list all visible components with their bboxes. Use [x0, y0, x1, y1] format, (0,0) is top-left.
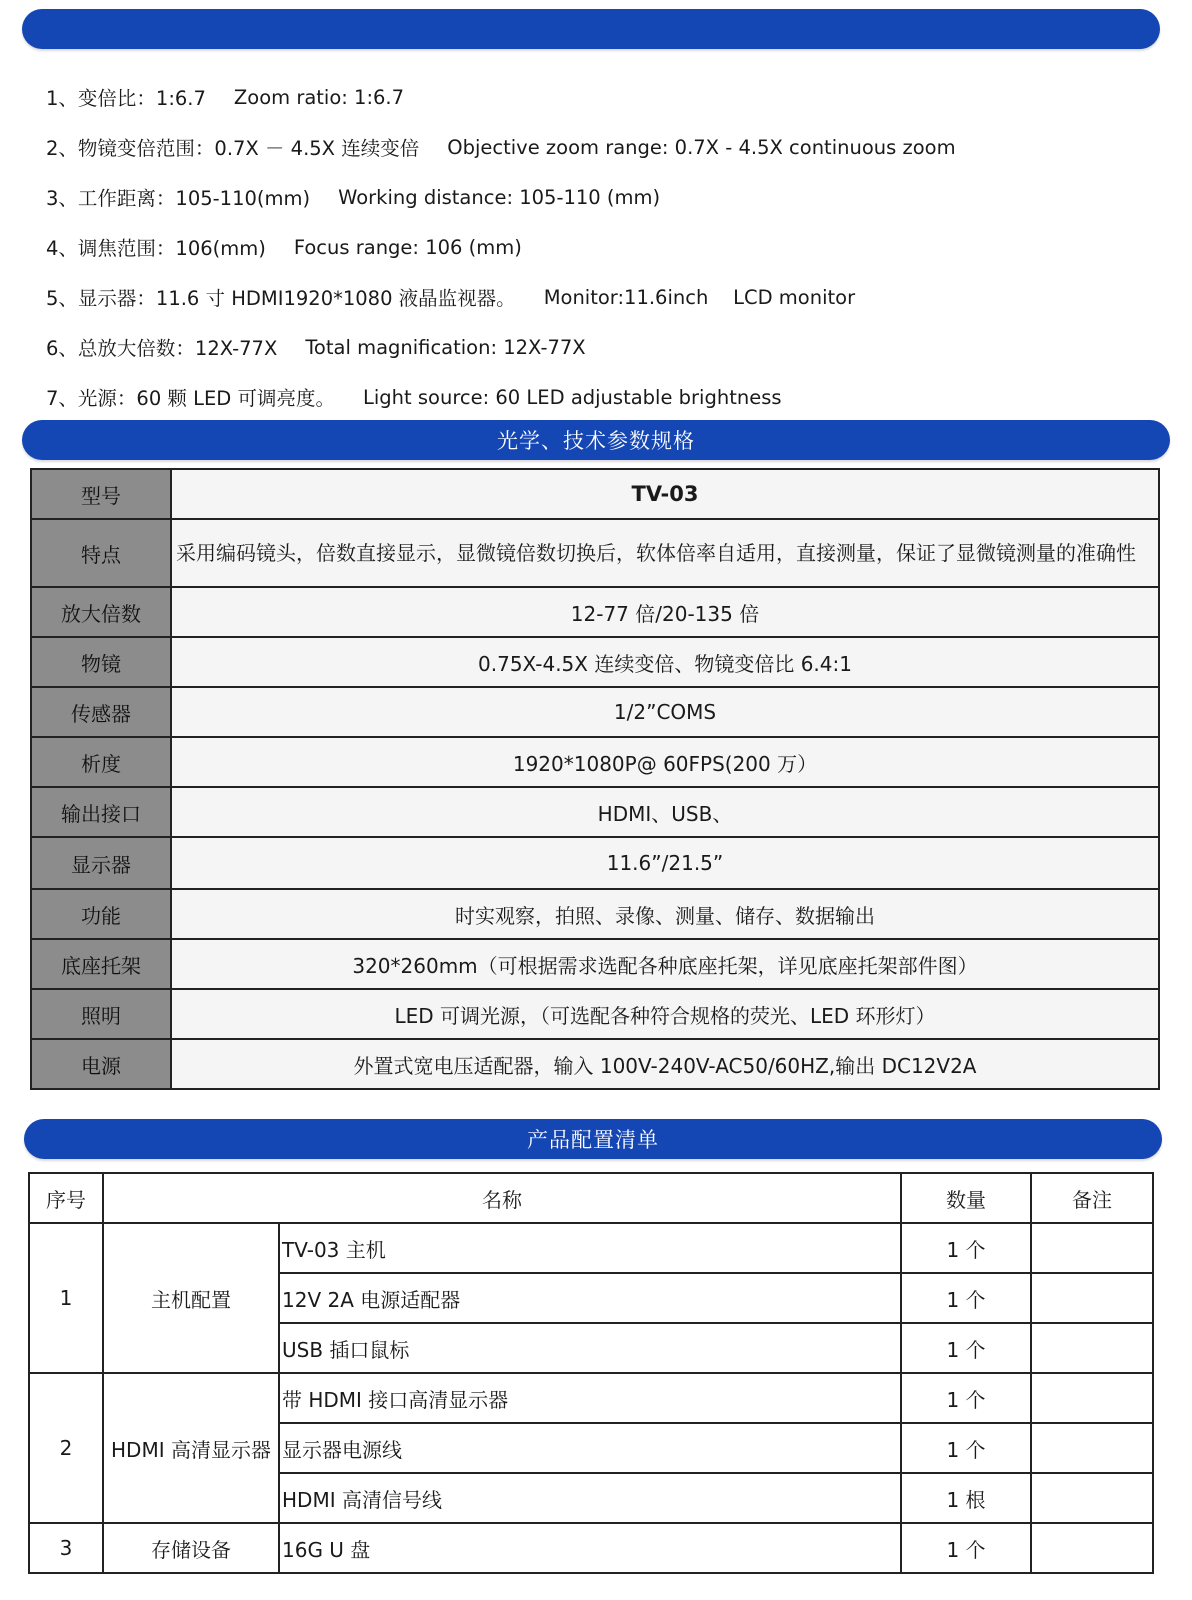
feature-en: Monitor:11.6inch LCD monitor: [543, 285, 856, 309]
spec-row: [31, 939, 1159, 989]
feature-en: Objective zoom range: 0.7X - 4.5X continuous zoom: [447, 135, 956, 159]
feature-line: [46, 222, 1166, 272]
spec-value: 时实观察，拍照、录像、测量、储存、数据输出: [171, 889, 1159, 939]
spec-key: 特点: [31, 519, 171, 587]
config-header-row: [29, 1173, 1153, 1223]
config-item-name: USB 插口鼠标: [279, 1323, 901, 1373]
spec-row: [31, 1039, 1159, 1089]
spec-row: [31, 687, 1159, 737]
config-no: 3: [29, 1523, 103, 1573]
feature-line: [46, 72, 1166, 122]
config-item-note: [1031, 1523, 1153, 1573]
spec-value: HDMI、USB、: [171, 787, 1159, 837]
spec-value: 外置式宽电压适配器，输入 100V-240V-AC50/60HZ,输出 DC12V2A: [171, 1039, 1159, 1089]
spec-row: [31, 737, 1159, 787]
header-no: 序号: [29, 1173, 103, 1223]
spec-row: [31, 469, 1159, 519]
feature-zh: 4、调焦范围：106(mm): [46, 237, 266, 260]
config-no: 2: [29, 1373, 103, 1523]
spec-value: 1920*1080P@ 60FPS(200 万）: [171, 737, 1159, 787]
feature-en: Working distance: 105-110 (mm): [338, 185, 661, 209]
spec-value: 采用编码镜头，倍数直接显示，显微镜倍数切换后，软体倍率自适用，直接测量，保证了显微镜测量的准确性: [171, 519, 1159, 587]
feature-en: Zoom ratio: 1:6.7: [233, 85, 405, 109]
spec-key: 输出接口: [31, 787, 171, 837]
config-item-qty: 1 个: [901, 1373, 1031, 1423]
feature-line: [46, 372, 1166, 422]
config-item-qty: 1 个: [901, 1423, 1031, 1473]
spec-table: [30, 468, 1160, 1090]
config-item-qty: 1 根: [901, 1473, 1031, 1523]
spec-key: 型号: [31, 469, 171, 519]
feature-zh: 2、物镜变倍范围：0.7X － 4.5X 连续变倍: [46, 137, 420, 160]
feature-zh: 7、光源：60 颗 LED 可调亮度。: [46, 387, 336, 410]
config-item-name: 显示器电源线: [279, 1423, 901, 1473]
spec-row: [31, 837, 1159, 889]
config-banner-title: 产品配置清单: [527, 1128, 659, 1152]
config-row: [29, 1223, 1153, 1273]
feature-line: [46, 122, 1166, 172]
config-item-note: [1031, 1323, 1153, 1373]
feature-zh: 6、总放大倍数：12X-77X: [46, 337, 278, 360]
spec-value: 0.75X-4.5X 连续变倍、物镜变倍比 6.4:1: [171, 637, 1159, 687]
config-item-note: [1031, 1473, 1153, 1523]
config-row: [29, 1523, 1153, 1573]
spec-key: 显示器: [31, 837, 171, 889]
feature-list: [46, 72, 1166, 422]
config-no: 1: [29, 1223, 103, 1373]
feature-en: Total magnification: 12X-77X: [305, 335, 586, 359]
spec-row: [31, 587, 1159, 637]
spec-row: [31, 787, 1159, 837]
config-item-qty: 1 个: [901, 1323, 1031, 1373]
config-item-qty: 1 个: [901, 1273, 1031, 1323]
spec-value: 320*260mm（可根据需求选配各种底座托架，详见底座托架部件图）: [171, 939, 1159, 989]
feature-zh: 1、变倍比：1:6.7: [46, 87, 206, 110]
config-item-name: 12V 2A 电源适配器: [279, 1273, 901, 1323]
spec-key: 电源: [31, 1039, 171, 1089]
header-name: 名称: [103, 1173, 901, 1223]
spec-key: 物镜: [31, 637, 171, 687]
spec-row: [31, 989, 1159, 1039]
specs-banner: [22, 420, 1170, 460]
spec-key: 功能: [31, 889, 171, 939]
config-group: 存储设备: [103, 1523, 279, 1573]
feature-line: [46, 272, 1166, 322]
config-item-name: HDMI 高清信号线: [279, 1473, 901, 1523]
config-item-name: 带 HDMI 接口高清显示器: [279, 1373, 901, 1423]
config-item-qty: 1 个: [901, 1223, 1031, 1273]
config-item-name: 16G U 盘: [279, 1523, 901, 1573]
config-table: [28, 1172, 1154, 1574]
spec-value: 1/2”COMS: [171, 687, 1159, 737]
top-banner: [22, 9, 1160, 49]
feature-zh: 3、工作距离：105-110(mm): [46, 187, 311, 210]
config-banner: [24, 1119, 1162, 1159]
config-row: [29, 1373, 1153, 1423]
spec-value: 12-77 倍/20-135 倍: [171, 587, 1159, 637]
config-item-name: TV-03 主机: [279, 1223, 901, 1273]
config-item-note: [1031, 1273, 1153, 1323]
spec-key: 底座托架: [31, 939, 171, 989]
config-group: 主机配置: [103, 1223, 279, 1373]
feature-line: [46, 172, 1166, 222]
spec-value: TV-03: [171, 469, 1159, 519]
spec-key: 放大倍数: [31, 587, 171, 637]
feature-zh: 5、显示器：11.6 寸 HDMI1920*1080 液晶监视器。: [46, 287, 516, 310]
feature-en: Light source: 60 LED adjustable brightness: [363, 385, 782, 409]
spec-row: [31, 519, 1159, 587]
config-item-note: [1031, 1423, 1153, 1473]
header-qty: 数量: [901, 1173, 1031, 1223]
config-item-note: [1031, 1223, 1153, 1273]
spec-key: 照明: [31, 989, 171, 1039]
spec-key: 传感器: [31, 687, 171, 737]
feature-en: Focus range: 106 (mm): [293, 235, 522, 259]
spec-value: LED 可调光源，（可选配各种符合规格的荧光、LED 环形灯）: [171, 989, 1159, 1039]
spec-key: 析度: [31, 737, 171, 787]
spec-row: [31, 637, 1159, 687]
specs-banner-title: 光学、技术参数规格: [497, 429, 695, 453]
config-group: HDMI 高清显示器: [103, 1373, 279, 1523]
feature-line: [46, 322, 1166, 372]
header-note: 备注: [1031, 1173, 1153, 1223]
config-item-qty: 1 个: [901, 1523, 1031, 1573]
spec-value: 11.6”/21.5”: [171, 837, 1159, 889]
spec-row: [31, 889, 1159, 939]
config-item-note: [1031, 1373, 1153, 1423]
